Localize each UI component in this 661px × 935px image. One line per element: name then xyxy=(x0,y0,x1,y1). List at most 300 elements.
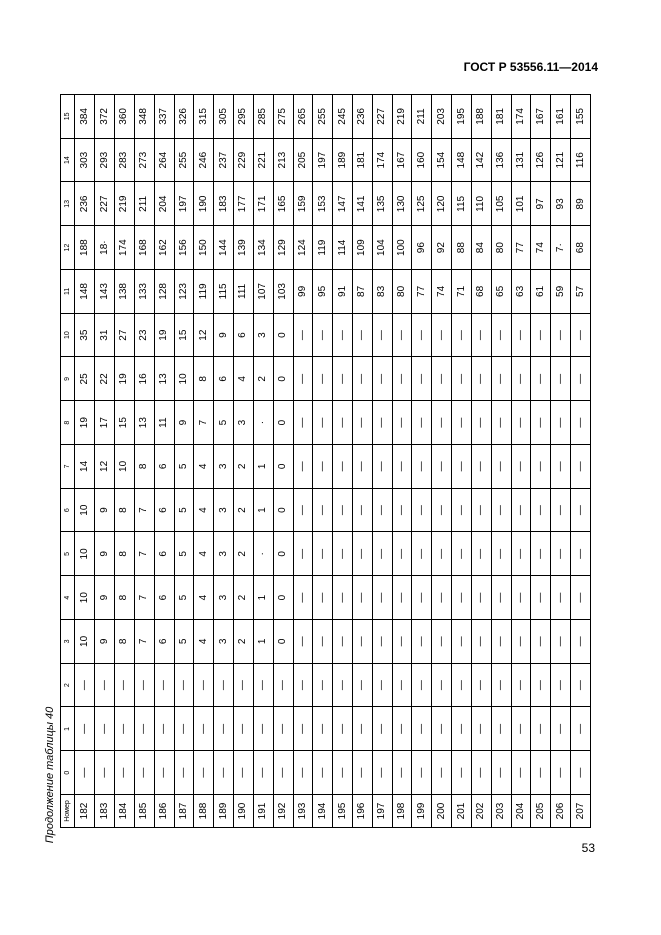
table-cell: 109 xyxy=(353,226,373,270)
table-cell: 147 xyxy=(333,182,353,226)
table-cell: 135 xyxy=(372,182,392,226)
table-cell: 189 xyxy=(333,138,353,182)
table-row xyxy=(293,95,313,828)
table-cell: — xyxy=(75,707,95,751)
table-cell: 23 xyxy=(134,313,154,357)
table-cell: 6 xyxy=(154,532,174,576)
table-cell: 124 xyxy=(293,226,313,270)
header-col-3: 3 xyxy=(61,620,75,664)
table-cell: — xyxy=(471,532,491,576)
row-number-cell: 192 xyxy=(273,795,293,828)
table-cell: — xyxy=(313,357,333,401)
row-number-cell: 184 xyxy=(115,795,135,828)
table-cell: 8 xyxy=(134,445,154,489)
table-cell: 197 xyxy=(174,182,194,226)
table-cell: — xyxy=(432,576,452,620)
table-cell: 283 xyxy=(115,138,135,182)
table-cell: 3 xyxy=(214,532,234,576)
table-cell: 10 xyxy=(115,445,135,489)
table-cell: 6 xyxy=(154,620,174,664)
table-cell: 236 xyxy=(353,95,373,139)
table-cell: 174 xyxy=(372,138,392,182)
table-cell: — xyxy=(333,357,353,401)
table-cell: 160 xyxy=(412,138,432,182)
table-cell: 9 xyxy=(95,576,115,620)
header-col-14: 14 xyxy=(61,138,75,182)
table-cell: — xyxy=(333,576,353,620)
table-cell: 275 xyxy=(273,95,293,139)
table-cell: — xyxy=(353,313,373,357)
table-cell: — xyxy=(471,576,491,620)
table-cell: 197 xyxy=(313,138,333,182)
table-cell: 8 xyxy=(115,488,135,532)
table-cell: — xyxy=(372,620,392,664)
table-cell: — xyxy=(333,445,353,489)
table-cell: 123 xyxy=(174,270,194,314)
table-cell: 125 xyxy=(412,182,432,226)
table-cell: — xyxy=(491,488,511,532)
table-cell: — xyxy=(551,488,571,532)
table-row xyxy=(491,95,511,828)
row-number-cell: 187 xyxy=(174,795,194,828)
table-cell: — xyxy=(353,576,373,620)
table-cell: — xyxy=(214,707,234,751)
table-cell: — xyxy=(253,663,273,707)
continuation-label: Продолжение таблицы 40 xyxy=(44,706,56,844)
table-cell: 153 xyxy=(313,182,333,226)
table-cell: 103 xyxy=(273,270,293,314)
table-cell: — xyxy=(372,357,392,401)
table-cell: — xyxy=(214,751,234,795)
table-cell: — xyxy=(551,751,571,795)
table-cell: 93 xyxy=(551,182,571,226)
header-col-13: 13 xyxy=(61,182,75,226)
table-cell: 255 xyxy=(174,138,194,182)
table-row xyxy=(253,95,273,828)
table-row xyxy=(134,95,154,828)
table-row xyxy=(511,95,531,828)
table-cell: 10 xyxy=(75,620,95,664)
header-col-2: 2 xyxy=(61,663,75,707)
table-cell: 0 xyxy=(273,357,293,401)
row-number-cell: 201 xyxy=(452,795,472,828)
table-cell: — xyxy=(234,751,254,795)
table-cell: 171 xyxy=(253,182,273,226)
table-cell: 141 xyxy=(353,182,373,226)
row-number-cell: 196 xyxy=(353,795,373,828)
table-cell: 372 xyxy=(95,95,115,139)
table-cell: — xyxy=(412,445,432,489)
table-cell: 154 xyxy=(432,138,452,182)
table-cell: 1 xyxy=(253,576,273,620)
table-cell: — xyxy=(333,488,353,532)
table-cell: — xyxy=(432,357,452,401)
table-cell: 155 xyxy=(571,95,591,139)
table-cell: — xyxy=(372,751,392,795)
table-cell: — xyxy=(293,576,313,620)
row-number-cell: 194 xyxy=(313,795,333,828)
table-cell: — xyxy=(372,445,392,489)
table-cell: — xyxy=(253,707,273,751)
table-cell: — xyxy=(531,401,551,445)
row-number-cell: 199 xyxy=(412,795,432,828)
table-cell: 305 xyxy=(214,95,234,139)
table-cell: 7 xyxy=(194,401,214,445)
table-cell: — xyxy=(392,707,412,751)
table-cell: — xyxy=(432,401,452,445)
table-cell: 174 xyxy=(115,226,135,270)
table-cell: 168 xyxy=(134,226,154,270)
table-cell: — xyxy=(432,532,452,576)
table-cell: — xyxy=(571,445,591,489)
table-cell: — xyxy=(412,357,432,401)
table-cell: — xyxy=(154,663,174,707)
table-cell: 219 xyxy=(392,95,412,139)
table-cell: — xyxy=(471,707,491,751)
table-cell: — xyxy=(511,532,531,576)
table-cell: 148 xyxy=(75,270,95,314)
table-cell: — xyxy=(353,707,373,751)
table-cell: — xyxy=(313,663,333,707)
row-number-cell: 182 xyxy=(75,795,95,828)
table-cell: 161 xyxy=(551,95,571,139)
table-cell: 348 xyxy=(134,95,154,139)
table-cell: 204 xyxy=(154,182,174,226)
table-cell: 144 xyxy=(214,226,234,270)
table-cell: 159 xyxy=(293,182,313,226)
table-row xyxy=(531,95,551,828)
table-cell: 99 xyxy=(293,270,313,314)
table-cell: 142 xyxy=(471,138,491,182)
table-cell: 8 xyxy=(194,357,214,401)
row-number-cell: 189 xyxy=(214,795,234,828)
table-cell: — xyxy=(551,532,571,576)
table-cell: — xyxy=(194,751,214,795)
table-cell: — xyxy=(511,488,531,532)
header-col-10: 10 xyxy=(61,313,75,357)
table-cell: — xyxy=(551,576,571,620)
table-cell: — xyxy=(353,663,373,707)
table-cell: 119 xyxy=(194,270,214,314)
table-cell: — xyxy=(174,707,194,751)
table-cell: — xyxy=(412,532,432,576)
header-row xyxy=(61,95,75,828)
table-cell: — xyxy=(551,620,571,664)
header-col-8: 8 xyxy=(61,401,75,445)
table-cell: 128 xyxy=(154,270,174,314)
table-cell: 2 xyxy=(234,620,254,664)
table-cell: 100 xyxy=(392,226,412,270)
table-cell: 27 xyxy=(115,313,135,357)
table-cell: 213 xyxy=(273,138,293,182)
table-cell: 19 xyxy=(75,401,95,445)
table-cell: 181 xyxy=(491,95,511,139)
table-cell: — xyxy=(571,663,591,707)
table-cell: — xyxy=(491,620,511,664)
table-cell: — xyxy=(293,357,313,401)
header-col-6: 6 xyxy=(61,488,75,532)
table-row xyxy=(471,95,491,828)
table-cell: — xyxy=(353,620,373,664)
table-cell: 3 xyxy=(234,401,254,445)
table-cell: 71 xyxy=(452,270,472,314)
table-cell: — xyxy=(511,445,531,489)
table-cell: — xyxy=(531,313,551,357)
table-cell: 255 xyxy=(313,95,333,139)
table-cell: 5 xyxy=(174,532,194,576)
table-cell: 273 xyxy=(134,138,154,182)
table-cell: 337 xyxy=(154,95,174,139)
table-cell: 63 xyxy=(511,270,531,314)
table-cell: 9 xyxy=(95,620,115,664)
header-col-12: 12 xyxy=(61,226,75,270)
table-cell: 183 xyxy=(214,182,234,226)
table-cell: — xyxy=(571,401,591,445)
table-cell: 5 xyxy=(174,576,194,620)
table-cell: — xyxy=(353,532,373,576)
table-cell: — xyxy=(571,751,591,795)
table-cell: — xyxy=(194,707,214,751)
table-cell: — xyxy=(511,576,531,620)
table-cell: 68 xyxy=(571,226,591,270)
table-cell: 110 xyxy=(471,182,491,226)
table-cell: 148 xyxy=(452,138,472,182)
table-cell: — xyxy=(313,707,333,751)
table-cell: 1 xyxy=(253,488,273,532)
table-cell: — xyxy=(432,751,452,795)
table-cell: — xyxy=(313,620,333,664)
table-cell: 95 xyxy=(313,270,333,314)
table-cell: — xyxy=(531,532,551,576)
table-cell: 0 xyxy=(273,576,293,620)
table-cell: 7 xyxy=(134,532,154,576)
table-cell: — xyxy=(392,313,412,357)
table-cell: — xyxy=(471,445,491,489)
row-number-cell: 195 xyxy=(333,795,353,828)
table-cell: — xyxy=(313,576,333,620)
table-cell: 227 xyxy=(372,95,392,139)
table-cell: — xyxy=(372,313,392,357)
table-cell: — xyxy=(392,357,412,401)
table-cell: 104 xyxy=(372,226,392,270)
table-cell: — xyxy=(75,663,95,707)
table-cell: — xyxy=(313,313,333,357)
table-cell: 19 xyxy=(154,313,174,357)
table-cell: 5 xyxy=(174,620,194,664)
table-cell: 236 xyxy=(75,182,95,226)
row-number-cell: 190 xyxy=(234,795,254,828)
table-cell: 7· xyxy=(551,226,571,270)
table-cell: 121 xyxy=(551,138,571,182)
table-cell: 384 xyxy=(75,95,95,139)
table-cell: — xyxy=(452,751,472,795)
table-cell: 19 xyxy=(115,357,135,401)
table-cell: 5 xyxy=(214,401,234,445)
table-cell: 229 xyxy=(234,138,254,182)
table-cell: 6 xyxy=(234,313,254,357)
table-cell: — xyxy=(511,357,531,401)
table-cell: — xyxy=(551,313,571,357)
table-cell: — xyxy=(392,401,412,445)
table-cell: — xyxy=(531,620,551,664)
table-cell: 5 xyxy=(174,488,194,532)
table-body xyxy=(61,95,591,828)
header-col-0: 0 xyxy=(61,751,75,795)
table-cell: — xyxy=(372,663,392,707)
table-cell: 17 xyxy=(95,401,115,445)
table-cell: 2 xyxy=(234,488,254,532)
table-cell: 114 xyxy=(333,226,353,270)
table-cell: 57 xyxy=(571,270,591,314)
row-number-cell: 203 xyxy=(491,795,511,828)
table-cell: — xyxy=(531,357,551,401)
table-cell: 285 xyxy=(253,95,273,139)
table-cell: 2 xyxy=(253,357,273,401)
table-cell: — xyxy=(571,620,591,664)
table-cell: 4 xyxy=(194,488,214,532)
header-col-11: 11 xyxy=(61,270,75,314)
table-cell: 326 xyxy=(174,95,194,139)
header-col-4: 4 xyxy=(61,576,75,620)
table-cell: 315 xyxy=(194,95,214,139)
table-cell: 3 xyxy=(214,620,234,664)
table-cell: 0 xyxy=(273,401,293,445)
table-cell: — xyxy=(95,707,115,751)
table-cell: — xyxy=(293,620,313,664)
table-cell: — xyxy=(491,401,511,445)
table-cell: 25 xyxy=(75,357,95,401)
table-cell: — xyxy=(75,751,95,795)
table-cell: — xyxy=(333,620,353,664)
table-cell: 77 xyxy=(511,226,531,270)
table-cell: 5 xyxy=(174,445,194,489)
table-cell: 219 xyxy=(115,182,135,226)
table-cell: — xyxy=(491,707,511,751)
table-cell: 61 xyxy=(531,270,551,314)
table-cell: 116 xyxy=(571,138,591,182)
table-cell: — xyxy=(531,707,551,751)
table-cell: 4 xyxy=(194,532,214,576)
table-cell: 9 xyxy=(95,488,115,532)
table-cell: — xyxy=(511,620,531,664)
table-cell: — xyxy=(353,401,373,445)
table-cell: 119 xyxy=(313,226,333,270)
table-cell: 35 xyxy=(75,313,95,357)
table-cell: 126 xyxy=(531,138,551,182)
table-cell: — xyxy=(571,576,591,620)
table-cell: — xyxy=(432,313,452,357)
table-cell: — xyxy=(392,663,412,707)
table-cell: 0 xyxy=(273,488,293,532)
table-cell: 181 xyxy=(353,138,373,182)
table-cell: — xyxy=(174,663,194,707)
table-cell: — xyxy=(551,663,571,707)
table-cell: — xyxy=(273,707,293,751)
table-cell: — xyxy=(511,401,531,445)
table-cell: 6 xyxy=(154,576,174,620)
table-cell: — xyxy=(313,401,333,445)
table-row xyxy=(214,95,234,828)
table-cell: — xyxy=(471,620,491,664)
table-cell: 3 xyxy=(214,488,234,532)
header-col-15: 15 xyxy=(61,95,75,139)
table-cell: 14 xyxy=(75,445,95,489)
table-cell: — xyxy=(293,663,313,707)
table-cell: 80 xyxy=(491,226,511,270)
table-cell: 13 xyxy=(154,357,174,401)
table-cell: — xyxy=(412,488,432,532)
table-cell: 22 xyxy=(95,357,115,401)
table-cell: 293 xyxy=(95,138,115,182)
header-number: Номер xyxy=(61,795,75,828)
table-cell: 65 xyxy=(491,270,511,314)
table-cell: 303 xyxy=(75,138,95,182)
table-cell: — xyxy=(531,445,551,489)
table-cell: — xyxy=(491,576,511,620)
table-cell: — xyxy=(571,357,591,401)
table-cell: 96 xyxy=(412,226,432,270)
table-cell: — xyxy=(333,313,353,357)
table-row xyxy=(75,95,95,828)
table-cell: 4 xyxy=(194,576,214,620)
table-cell: 2 xyxy=(234,576,254,620)
table-cell: — xyxy=(491,445,511,489)
table-cell: — xyxy=(313,532,333,576)
table-cell: 245 xyxy=(333,95,353,139)
table-cell: — xyxy=(95,751,115,795)
table-cell: 246 xyxy=(194,138,214,182)
table-cell: 84 xyxy=(471,226,491,270)
table-cell: 88 xyxy=(452,226,472,270)
table-cell: 188 xyxy=(75,226,95,270)
table-cell: — xyxy=(313,445,333,489)
table-cell: — xyxy=(293,707,313,751)
table-cell: — xyxy=(511,663,531,707)
table-cell: — xyxy=(491,663,511,707)
table-row xyxy=(372,95,392,828)
rotated-table-container xyxy=(60,94,591,828)
table-cell: 0 xyxy=(273,313,293,357)
table-cell: 7 xyxy=(134,576,154,620)
table-cell: — xyxy=(511,751,531,795)
table-cell: 12 xyxy=(95,445,115,489)
row-number-cell: 183 xyxy=(95,795,115,828)
table-cell: — xyxy=(392,532,412,576)
table-cell: — xyxy=(452,532,472,576)
table-cell: — xyxy=(293,313,313,357)
table-cell: 3 xyxy=(214,445,234,489)
table-row xyxy=(333,95,353,828)
table-cell: — xyxy=(372,488,392,532)
table-cell: 6 xyxy=(154,445,174,489)
table-cell: 295 xyxy=(234,95,254,139)
table-cell: — xyxy=(353,357,373,401)
table-cell: 1 xyxy=(253,445,273,489)
table-cell: — xyxy=(134,663,154,707)
table-cell: — xyxy=(353,488,373,532)
table-cell: — xyxy=(412,751,432,795)
table-cell: 195 xyxy=(452,95,472,139)
table-cell: — xyxy=(511,313,531,357)
table-cell: 156 xyxy=(174,226,194,270)
table-cell: — xyxy=(471,488,491,532)
table-cell: 68 xyxy=(471,270,491,314)
table-cell: 120 xyxy=(432,182,452,226)
table-cell: 190 xyxy=(194,182,214,226)
table-cell: 31 xyxy=(95,313,115,357)
table-cell: 74 xyxy=(531,226,551,270)
table-cell: 3 xyxy=(253,313,273,357)
